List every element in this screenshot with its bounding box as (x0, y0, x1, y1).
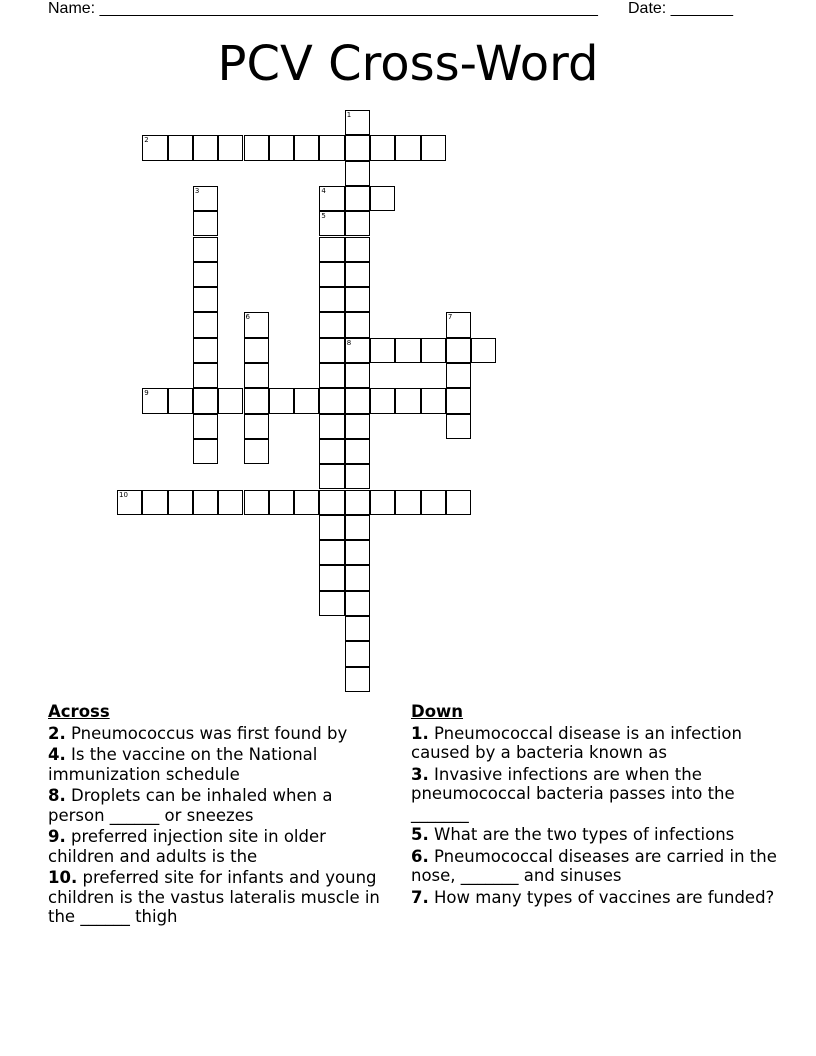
grid-cell[interactable] (370, 135, 395, 160)
grid-cell[interactable] (142, 490, 167, 515)
grid-cell[interactable] (446, 363, 471, 388)
grid-cell[interactable] (421, 388, 446, 413)
grid-cell[interactable] (446, 388, 471, 413)
cell-number: 2 (144, 136, 149, 145)
cell-number: 7 (447, 313, 453, 322)
grid-cell[interactable] (345, 490, 370, 515)
grid-cell[interactable] (370, 186, 395, 211)
clue-text: Pneumococcal disease is an infection caused by a bacteria known as (411, 723, 742, 762)
clue-down-7 (411, 888, 781, 908)
grid-cell[interactable] (345, 591, 370, 616)
clue-number: 3. (411, 764, 429, 784)
grid-cell[interactable] (446, 312, 471, 337)
grid-cell[interactable] (244, 135, 269, 160)
grid-cell[interactable] (446, 490, 471, 515)
grid-cell[interactable] (319, 237, 344, 262)
grid-cell[interactable] (218, 135, 243, 160)
grid-cell[interactable] (218, 490, 243, 515)
grid-cell[interactable] (244, 312, 269, 337)
grid-cell[interactable] (370, 338, 395, 363)
clue-text: preferred injection site in older children and adults is the (48, 827, 326, 866)
grid-cell[interactable] (395, 338, 420, 363)
grid-cell[interactable] (319, 135, 344, 160)
name-field-label[interactable]: Name: ________________________________________________________ (48, 0, 598, 17)
grid-cell[interactable] (193, 237, 218, 262)
grid-cell[interactable] (345, 540, 370, 565)
clue-across-2 (48, 724, 388, 744)
down-clues (411, 702, 781, 909)
grid-cell[interactable] (193, 287, 218, 312)
grid-cell[interactable] (244, 388, 269, 413)
page-title: PCV Cross-Word (217, 36, 599, 92)
clue-across-10 (48, 868, 388, 927)
across-heading: Across (48, 702, 110, 721)
grid-cell[interactable] (345, 161, 370, 186)
grid-cell[interactable] (421, 490, 446, 515)
cell-number: 10 (119, 490, 128, 499)
clue-text: Invasive infections are when the pneumococcal bacteria passes into the _______ (411, 764, 735, 823)
grid-cell[interactable] (319, 565, 344, 590)
clue-across-4 (48, 745, 388, 784)
clue-number: 4. (48, 745, 66, 764)
grid-cell[interactable] (269, 388, 294, 413)
grid-cell[interactable] (244, 490, 269, 515)
grid-cell[interactable] (446, 338, 471, 363)
clue-across-8 (48, 786, 388, 825)
grid-cell[interactable] (345, 338, 370, 363)
grid-cell[interactable] (345, 414, 370, 439)
grid-cell[interactable] (294, 135, 319, 160)
grid-cell[interactable] (319, 591, 344, 616)
grid-cell[interactable] (421, 338, 446, 363)
grid-cell[interactable] (193, 388, 218, 413)
clue-number: 7. (411, 887, 429, 907)
grid-cell[interactable] (319, 515, 344, 540)
cell-number: 1 (346, 111, 352, 119)
grid-cell[interactable] (345, 641, 370, 666)
grid-cell[interactable] (244, 439, 269, 464)
grid-cell[interactable] (193, 490, 218, 515)
cell-number: 5 (321, 212, 326, 221)
cell-number: 8 (346, 338, 352, 347)
grid-cell[interactable] (193, 135, 218, 160)
clue-text: Pneumococcal diseases are carried in the nose, _______ and sinuses (411, 846, 777, 885)
grid-cell[interactable] (319, 439, 344, 464)
grid-cell[interactable] (345, 439, 370, 464)
grid-cell[interactable] (345, 110, 370, 135)
grid-cell[interactable] (269, 135, 294, 160)
clue-down-3 (411, 765, 781, 824)
grid-cell[interactable] (345, 186, 370, 211)
grid-cell[interactable] (345, 262, 370, 287)
clue-number: 8. (48, 786, 66, 805)
grid-cell[interactable] (345, 312, 370, 337)
grid-cell[interactable] (370, 388, 395, 413)
clue-down-1 (411, 724, 781, 763)
grid-cell[interactable] (370, 490, 395, 515)
grid-cell[interactable] (193, 312, 218, 337)
grid-cell[interactable] (319, 490, 344, 515)
grid-cell[interactable] (193, 262, 218, 287)
clue-number: 6. (411, 846, 429, 866)
grid-cell[interactable] (345, 616, 370, 641)
clue-across-9 (48, 827, 388, 866)
grid-cell[interactable] (244, 338, 269, 363)
clue-text: How many types of vaccines are funded? (434, 887, 775, 907)
grid-cell[interactable] (395, 135, 420, 160)
grid-cell[interactable] (345, 565, 370, 590)
grid-cell[interactable] (345, 667, 370, 692)
clue-text: Droplets can be inhaled when a person ______ or sneezes (48, 786, 333, 825)
grid-cell[interactable] (319, 262, 344, 287)
date-field-label[interactable]: Date: _______ (628, 0, 733, 17)
grid-cell[interactable] (345, 287, 370, 312)
grid-cell[interactable] (244, 363, 269, 388)
grid-cell[interactable] (395, 388, 420, 413)
grid-cell[interactable] (421, 135, 446, 160)
grid-cell[interactable] (294, 388, 319, 413)
grid-cell[interactable] (319, 388, 344, 413)
cell-number: 6 (245, 313, 250, 322)
grid-cell[interactable] (142, 388, 167, 413)
clue-number: 10. (48, 868, 78, 887)
clue-down-6 (411, 847, 781, 886)
grid-cell[interactable] (218, 388, 243, 413)
grid-cell[interactable] (269, 490, 294, 515)
grid-cell[interactable] (345, 388, 370, 413)
clue-text: Is the vaccine on the National immunization schedule (48, 745, 318, 784)
grid-cell[interactable] (319, 363, 344, 388)
grid-cell[interactable] (193, 439, 218, 464)
grid-cell[interactable] (294, 490, 319, 515)
grid-cell[interactable] (446, 414, 471, 439)
grid-cell[interactable] (168, 490, 193, 515)
grid-cell[interactable] (244, 414, 269, 439)
grid-cell[interactable] (319, 312, 344, 337)
grid-cell[interactable] (168, 388, 193, 413)
grid-cell[interactable] (319, 414, 344, 439)
grid-cell[interactable] (193, 363, 218, 388)
grid-cell[interactable] (345, 464, 370, 489)
grid-cell[interactable] (345, 211, 370, 236)
clue-number: 1. (411, 723, 429, 743)
grid-cell[interactable] (471, 338, 496, 363)
grid-cell[interactable] (345, 515, 370, 540)
grid-cell[interactable] (193, 338, 218, 363)
clue-down-5 (411, 825, 781, 845)
grid-cell[interactable] (193, 211, 218, 236)
clue-text: preferred site for infants and young children is the vastus lateralis muscle in the ______ thigh (48, 868, 380, 926)
cell-number: 9 (144, 389, 149, 398)
clue-number: 5. (411, 825, 429, 844)
across-clues (48, 702, 388, 929)
grid-cell[interactable] (193, 186, 218, 211)
grid-cell[interactable] (319, 211, 344, 236)
grid-cell[interactable] (142, 135, 167, 160)
grid-cell[interactable] (193, 414, 218, 439)
clue-text: Pneumococcus was first found by (71, 723, 348, 743)
grid-cell[interactable] (345, 363, 370, 388)
grid-cell[interactable] (117, 490, 142, 515)
grid-cell[interactable] (319, 186, 344, 211)
grid-cell[interactable] (319, 464, 344, 489)
cell-number: 3 (194, 186, 200, 195)
grid-cell[interactable] (345, 237, 370, 262)
grid-cell[interactable] (395, 490, 420, 515)
down-heading: Down (411, 702, 464, 721)
grid-cell[interactable] (168, 135, 193, 160)
clue-number: 2. (48, 723, 66, 743)
grid-cell[interactable] (345, 135, 370, 160)
cell-number: 4 (321, 186, 326, 195)
grid-cell[interactable] (319, 287, 344, 312)
grid-cell[interactable] (319, 338, 344, 363)
grid-cell[interactable] (319, 540, 344, 565)
clue-number: 9. (48, 827, 66, 846)
clue-text: What are the two types of infections (434, 825, 735, 844)
